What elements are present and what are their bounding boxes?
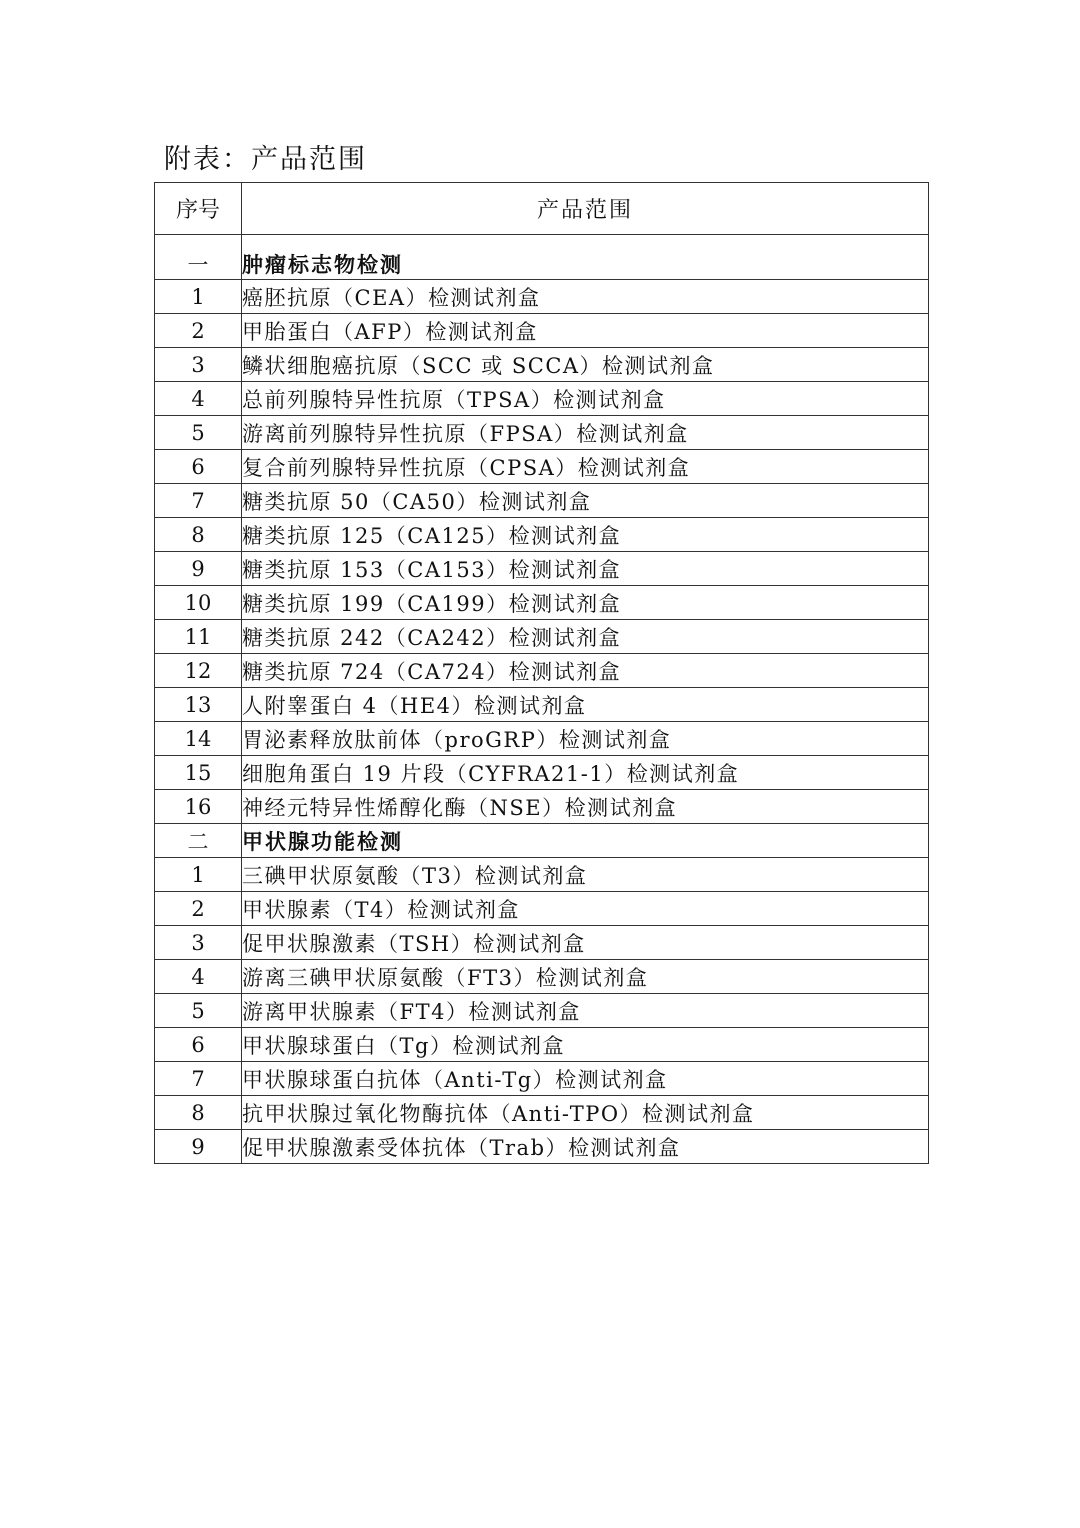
table-row: [155, 994, 929, 1028]
item-no-cell: 4: [155, 382, 242, 416]
item-name-cell: 糖类抗原 125（CA125）检测试剂盒: [242, 518, 929, 552]
category-row: [155, 824, 929, 858]
item-no-cell: 1: [155, 858, 242, 892]
item-name-cell: 三碘甲状原氨酸（T3）检测试剂盒: [242, 858, 929, 892]
table-row: [155, 858, 929, 892]
table-row: [155, 348, 929, 382]
item-name-cell: 复合前列腺特异性抗原（CPSA）检测试剂盒: [242, 450, 929, 484]
item-name-cell: 甲状腺球蛋白抗体（Anti-Tg）检测试剂盒: [242, 1062, 929, 1096]
table-row: [155, 620, 929, 654]
table-row: [155, 586, 929, 620]
item-no-cell: 1: [155, 280, 242, 314]
category-no-cell: 一: [155, 235, 242, 280]
item-no-cell: 8: [155, 518, 242, 552]
item-name-cell: 促甲状腺激素（TSH）检测试剂盒: [242, 926, 929, 960]
table-row: [155, 688, 929, 722]
table-row: [155, 1062, 929, 1096]
table-row: [155, 280, 929, 314]
table-row: [155, 382, 929, 416]
item-name-cell: 甲胎蛋白（AFP）检测试剂盒: [242, 314, 929, 348]
item-no-cell: 5: [155, 994, 242, 1028]
item-name-cell: 甲状腺球蛋白（Tg）检测试剂盒: [242, 1028, 929, 1062]
table-row: [155, 654, 929, 688]
item-no-cell: 7: [155, 484, 242, 518]
table-row: [155, 450, 929, 484]
table-header-row: [155, 183, 929, 235]
item-name-cell: 神经元特异性烯醇化酶（NSE）检测试剂盒: [242, 790, 929, 824]
category-no-cell: 二: [155, 824, 242, 858]
table-row: [155, 790, 929, 824]
header-no-cell: 序号: [155, 183, 242, 235]
item-no-cell: 14: [155, 722, 242, 756]
table-body: [155, 183, 929, 1164]
table-row: [155, 552, 929, 586]
table-row: [155, 518, 929, 552]
item-no-cell: 3: [155, 348, 242, 382]
table-row: [155, 926, 929, 960]
table-row: [155, 892, 929, 926]
item-name-cell: 促甲状腺激素受体抗体（Trab）检测试剂盒: [242, 1130, 929, 1164]
item-name-cell: 糖类抗原 724（CA724）检测试剂盒: [242, 654, 929, 688]
item-no-cell: 9: [155, 552, 242, 586]
item-no-cell: 8: [155, 1096, 242, 1130]
item-no-cell: 4: [155, 960, 242, 994]
item-name-cell: 甲状腺素（T4）检测试剂盒: [242, 892, 929, 926]
item-name-cell: 胃泌素释放肽前体（proGRP）检测试剂盒: [242, 722, 929, 756]
item-no-cell: 13: [155, 688, 242, 722]
category-row: [155, 235, 929, 280]
table-row: [155, 484, 929, 518]
table-row: [155, 314, 929, 348]
item-name-cell: 细胞角蛋白 19 片段（CYFRA21-1）检测试剂盒: [242, 756, 929, 790]
table-caption: 附表：产品范围: [164, 144, 367, 175]
item-no-cell: 5: [155, 416, 242, 450]
table-row: [155, 1028, 929, 1062]
product-range-table: [154, 182, 929, 1164]
table-row: [155, 960, 929, 994]
item-name-cell: 糖类抗原 199（CA199）检测试剂盒: [242, 586, 929, 620]
item-name-cell: 游离甲状腺素（FT4）检测试剂盒: [242, 994, 929, 1028]
table-row: [155, 756, 929, 790]
item-name-cell: 抗甲状腺过氧化物酶抗体（Anti-TPO）检测试剂盒: [242, 1096, 929, 1130]
item-name-cell: 人附睾蛋白 4（HE4）检测试剂盒: [242, 688, 929, 722]
item-no-cell: 11: [155, 620, 242, 654]
item-no-cell: 6: [155, 450, 242, 484]
item-no-cell: 10: [155, 586, 242, 620]
item-no-cell: 9: [155, 1130, 242, 1164]
item-name-cell: 癌胚抗原（CEA）检测试剂盒: [242, 280, 929, 314]
header-name-cell: 产品范围: [242, 183, 929, 235]
item-name-cell: 游离三碘甲状原氨酸（FT3）检测试剂盒: [242, 960, 929, 994]
item-name-cell: 糖类抗原 153（CA153）检测试剂盒: [242, 552, 929, 586]
category-title-cell: 肿瘤标志物检测: [242, 235, 929, 280]
table-row: [155, 416, 929, 450]
item-no-cell: 12: [155, 654, 242, 688]
item-name-cell: 糖类抗原 50（CA50）检测试剂盒: [242, 484, 929, 518]
item-name-cell: 总前列腺特异性抗原（TPSA）检测试剂盒: [242, 382, 929, 416]
item-name-cell: 糖类抗原 242（CA242）检测试剂盒: [242, 620, 929, 654]
item-no-cell: 2: [155, 314, 242, 348]
table-row: [155, 1130, 929, 1164]
table-row: [155, 1096, 929, 1130]
item-no-cell: 3: [155, 926, 242, 960]
category-title-cell: 甲状腺功能检测: [242, 824, 929, 858]
item-no-cell: 2: [155, 892, 242, 926]
item-name-cell: 游离前列腺特异性抗原（FPSA）检测试剂盒: [242, 416, 929, 450]
item-name-cell: 鳞状细胞癌抗原（SCC 或 SCCA）检测试剂盒: [242, 348, 929, 382]
item-no-cell: 15: [155, 756, 242, 790]
item-no-cell: 6: [155, 1028, 242, 1062]
table-row: [155, 722, 929, 756]
item-no-cell: 7: [155, 1062, 242, 1096]
item-no-cell: 16: [155, 790, 242, 824]
